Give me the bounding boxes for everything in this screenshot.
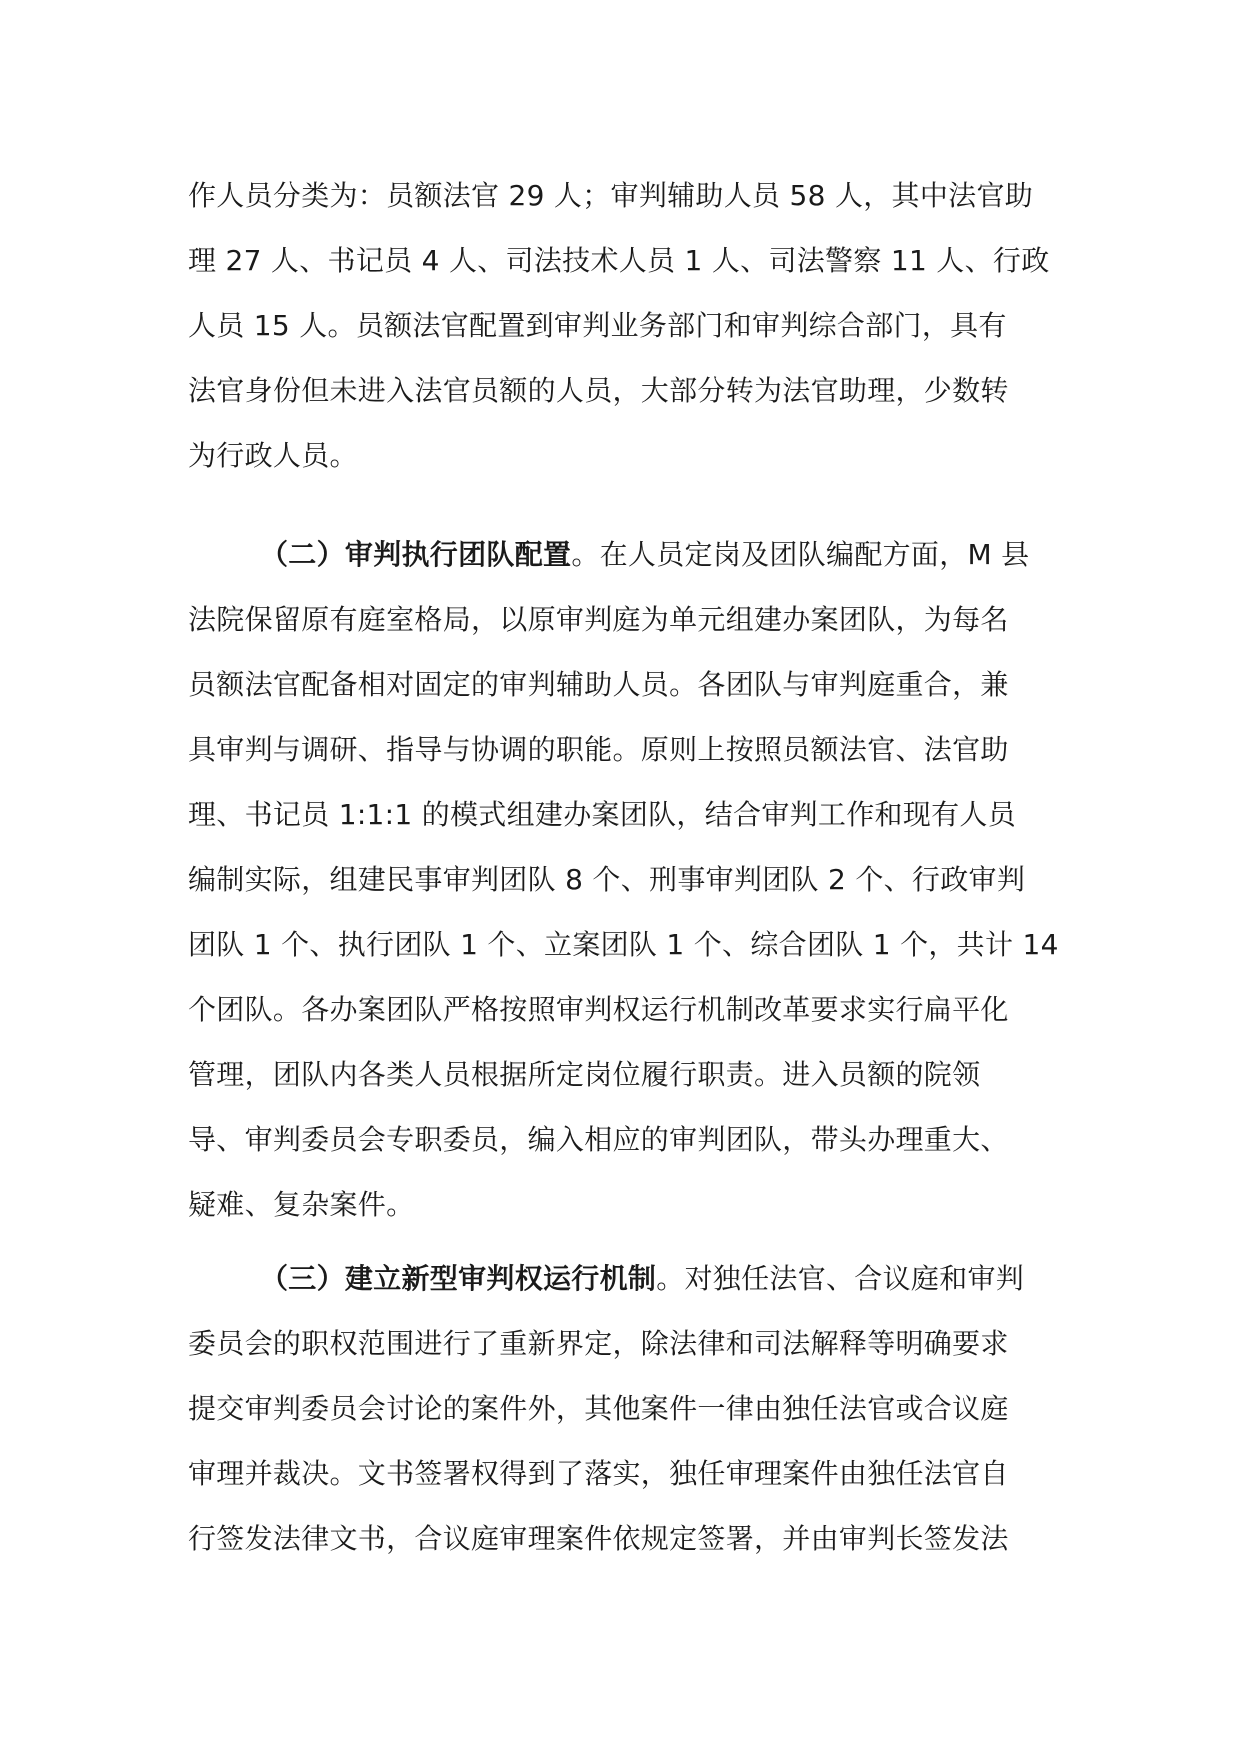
text-line: 团队 1 个、执行团队 1 个、立案团队 1 个、综合团队 1 个，共计 14 (188, 928, 1059, 961)
heading-continuation: 。对独任法官、合议庭和审判 (656, 1262, 1025, 1295)
text-line: 审理并裁决。文书签署权得到了落实，独任审理案件由独任法官自 (188, 1457, 1009, 1490)
text-line: 行签发法律文书，合议庭审理案件依规定签署，并由审判长签发法 (188, 1522, 1009, 1555)
text-line-first (0, 1246, 1240, 1311)
paragraph-staff-classification (0, 163, 1240, 488)
text-line: 法院保留原有庭室格局，以原审判庭为单元组建办案团队，为每名 (188, 603, 1009, 636)
section-heading: （三）建立新型审判权运行机制 (260, 1262, 657, 1295)
paragraph-team-configuration (0, 522, 1240, 1237)
text-line: 具审判与调研、指导与协调的职能。原则上按照员额法官、法官助 (188, 733, 1009, 766)
section-heading: （二）审判执行团队配置 (260, 538, 572, 571)
text-line: 理、书记员 1:1:1 的模式组建办案团队，结合审判工作和现有人员 (188, 798, 1017, 831)
text-line: 员额法官配备相对固定的审判辅助人员。各团队与审判庭重合，兼 (188, 668, 1009, 701)
text-line: 法官身份但未进入法官员额的人员，大部分转为法官助理，少数转 (188, 374, 1009, 407)
heading-continuation: 。在人员定岗及团队编配方面，M 县 (571, 538, 1030, 571)
text-line: 为行政人员。 (188, 439, 358, 472)
text-line-first (0, 522, 1240, 587)
text-line: 导、审判委员会专职委员，编入相应的审判团队，带头办理重大、 (188, 1123, 1009, 1156)
text-line: 管理，团队内各类人员根据所定岗位履行职责。进入员额的院领 (188, 1058, 981, 1091)
paragraph-adjudication-mechanism (0, 1246, 1240, 1571)
text-line: 提交审判委员会讨论的案件外，其他案件一律由独任法官或合议庭 (188, 1392, 1009, 1425)
text-line: 委员会的职权范围进行了重新界定，除法律和司法解释等明确要求 (188, 1327, 1009, 1360)
text-line: 个团队。各办案团队严格按照审判权运行机制改革要求实行扁平化 (188, 993, 1009, 1026)
text-line: 编制实际，组建民事审判团队 8 个、刑事审判团队 2 个、行政审判 (188, 863, 1026, 896)
text-line: 作人员分类为：员额法官 29 人；审判辅助人员 58 人，其中法官助 (188, 179, 1034, 212)
text-line: 人员 15 人。员额法官配置到审判业务部门和审判综合部门，具有 (188, 309, 1007, 342)
text-line: 疑难、复杂案件。 (188, 1188, 415, 1221)
text-line: 理 27 人、书记员 4 人、司法技术人员 1 人、司法警察 11 人、行政 (188, 244, 1050, 277)
